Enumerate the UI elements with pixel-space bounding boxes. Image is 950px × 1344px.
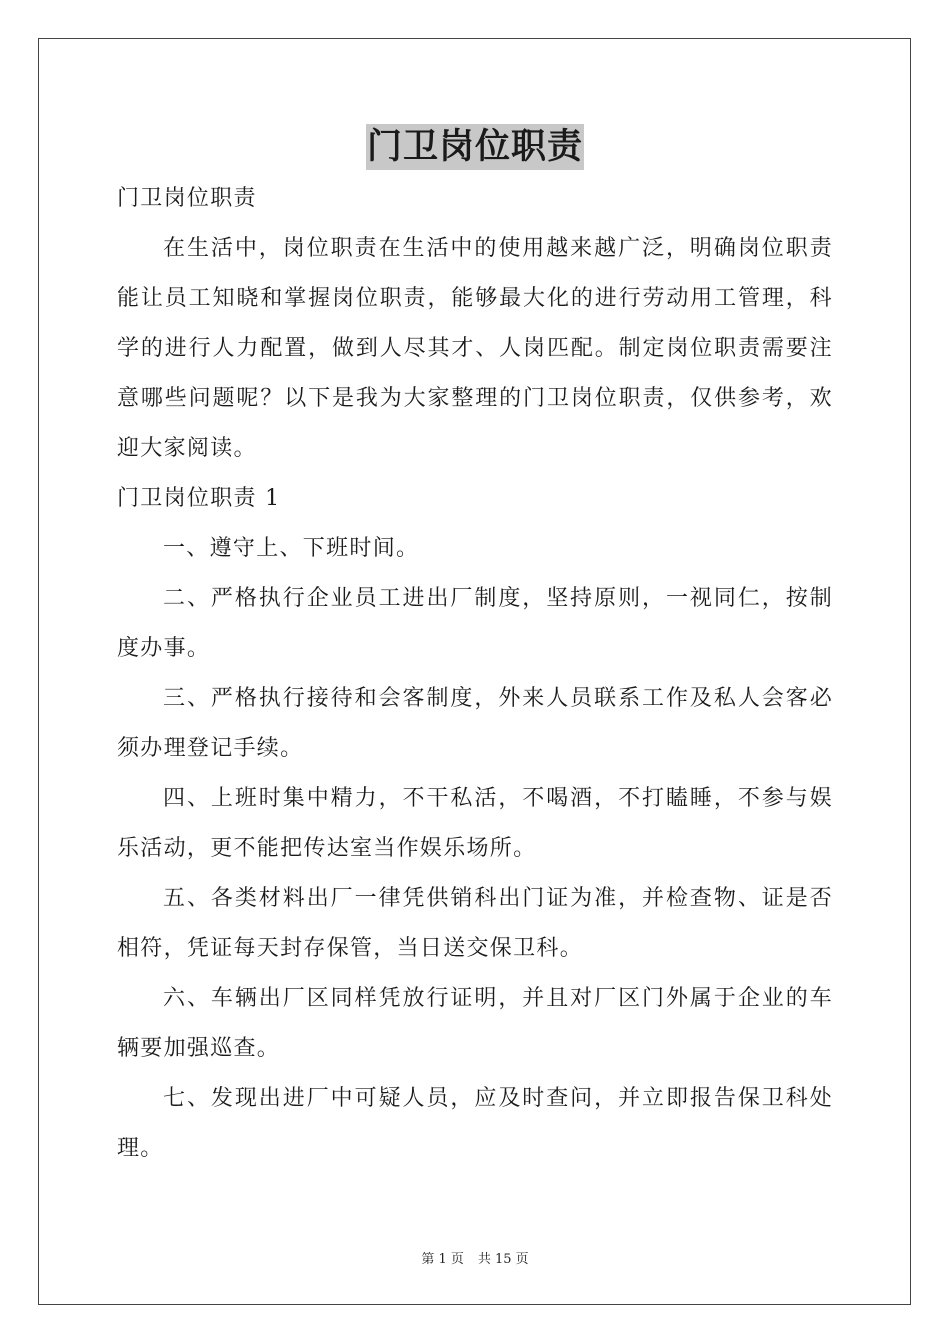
page-footer — [0, 1248, 950, 1267]
page-number: 第 1 页 — [421, 1252, 464, 1267]
section-heading: 门卫岗位职责 — [117, 186, 257, 211]
duty-item-1: 一、遵守上、下班时间。 — [163, 536, 420, 561]
document-body — [117, 174, 833, 1174]
duty-item-3: 三、严格执行接待和会客制度，外来人员联系工作及私人会客必须办理登记手续。 — [117, 686, 833, 761]
section-heading-1: 门卫岗位职责 1 — [117, 486, 281, 511]
duty-item-7: 七、发现出进厂中可疑人员，应及时查问，并立即报告保卫科处理。 — [117, 1086, 833, 1161]
page-total: 共 15 页 — [477, 1252, 529, 1267]
intro-paragraph: 在生活中，岗位职责在生活中的使用越来越广泛，明确岗位职责能让员工知晓和掌握岗位职责，能够最大化的进行劳动用工管理，科学的进行人力配置，做到人尽其才、人岗匹配。制定岗位职责需要注意哪些问题呢？以下是我为大家整理的门卫岗位职责，仅供参考，欢迎大家阅读。 — [117, 236, 833, 461]
title-container — [0, 124, 950, 170]
duty-item-4: 四、上班时集中精力，不干私活，不喝酒，不打瞌睡，不参与娱乐活动，更不能把传达室当作娱乐场所。 — [117, 786, 833, 861]
duty-item-5: 五、各类材料出厂一律凭供销科出门证为准，并检查物、证是否相符，凭证每天封存保管，当日送交保卫科。 — [117, 886, 833, 961]
duty-item-6: 六、车辆出厂区同样凭放行证明，并且对厂区门外属于企业的车辆要加强巡查。 — [117, 986, 833, 1061]
document-title: 门卫岗位职责 — [366, 124, 584, 170]
duty-item-2: 二、严格执行企业员工进出厂制度，坚持原则，一视同仁，按制度办事。 — [117, 586, 833, 661]
